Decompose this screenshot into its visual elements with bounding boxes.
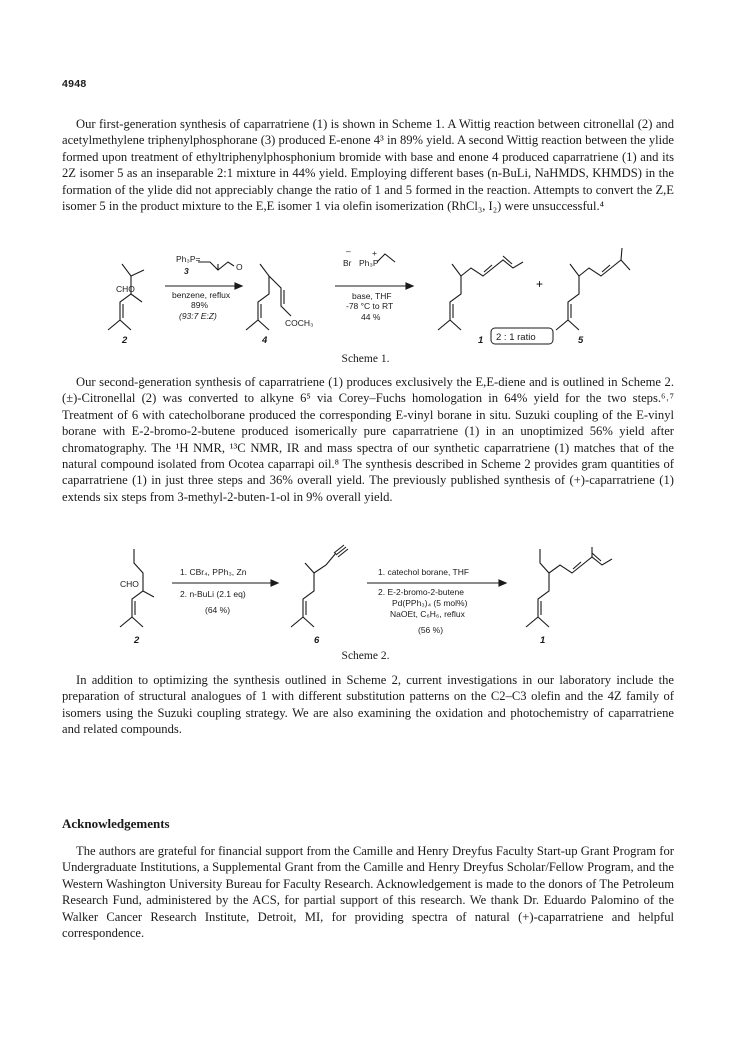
s2-yield-64: (64 %) xyxy=(205,605,231,615)
s1-coch3-label: COCH₃ xyxy=(285,318,314,328)
scheme1-caption: Scheme 1. xyxy=(341,353,390,365)
paragraph-scheme1-intro: Our first-generation synthesis of caparratriene (1) is shown in Scheme 1. A Wittig reaction between citronellal (2) and acetylmethylene triphenylphosphorane (3) produced E-enone 4³ in 89% yield. A second Wittig reaction between the ylide formed upon treatment of ethyltriphenylphosphonium bromide with base and enone 4 produced caparratriene (1) and its 2Z isomer 5 as an inseparable 2:1 mixture in 44% yield. Employing different bases (n-BuLi, NaHMDS, KHMDS) in the formation of the ylide did not appreciably change the ratio of 1 and 5 formed in the reaction. Attempts to convert the Z,E isomer 5 in the product mixture to the E,E isomer 1 via olefin isomerization (RhCl₃, I₂) were unsuccessful.⁴ xyxy=(62,117,674,214)
s1-yield-44: 44 % xyxy=(361,312,381,322)
s2-step1b: 2. n-BuLi (2.1 eq) xyxy=(180,589,246,599)
s1-reagent-number: 3 xyxy=(184,266,189,276)
s1-plus-charge: + xyxy=(372,248,377,258)
paragraph-scheme2-intro: Our second-generation synthesis of caparratriene (1) produces exclusively the E,E-diene and is outlined in Scheme 2. (±)-Citronellal (2) was converted to alkyne 6⁵ via Corey–Fuchs homologation in 64% yield for the two steps.⁶˒⁷ Treatment of 6 with catecholborane produced the corresponding E-vinyl borane in situ. Suzuki coupling of the E-vinyl borane with E-2-bromo-2-butene produced isomerically pure caparratriene (1) in an unoptimized 56% yield after chromatography. The ¹H NMR, ¹³C NMR, IR and mass spectra of our synthetic caparratriene (1) matches that of the natural compound isolated from Ocotea caparrapi oil.⁸ The synthesis described in Scheme 2 provides gram quantities of caparratriene (1) in just three steps and 36% overall yield. The previously published synthesis of (+)-caparratriene (1) extends six steps from 3-methyl-2-buten-1-ol in 9% overall yield. xyxy=(62,375,674,504)
s2-step2b: 2. E-2-bromo-2-butene xyxy=(378,587,464,597)
s1-cond-benzene: benzene, reflux xyxy=(172,290,231,300)
s1-reagent-ph3p: Ph₃P= xyxy=(176,254,201,264)
paragraph-future-work: In addition to optimizing the synthesis outlined in Scheme 2, current investigations in our laboratory include the preparation of structural analogues of 1 with different substitution patterns on the C2–C3 olefin and the 4Z family of isomers using the Suzuki coupling strategy. We are also examining the oxidation and photochemistry of caparratriene and related compounds. xyxy=(62,673,674,737)
s1-label-2: 2 xyxy=(122,335,128,346)
s2-step1a: 1. CBr₄, PPh₃, Zn xyxy=(180,567,247,577)
s2-step2a: 1. catechol borane, THF xyxy=(378,567,470,577)
s1-reagent-oxygen: O xyxy=(236,262,243,272)
s1-yield-89: 89% xyxy=(191,300,209,310)
s1-cond-temp: -78 °C to RT xyxy=(346,301,394,311)
paragraph-acknowledgements: The authors are grateful for financial support from the Camille and Henry Dreyfus Faculty Start-up Grant Program for Undergraduate Institutions, a Supplemental Grant from the Camille and Henry Dreyfus Scholar/Fellow Program, and the Western Washington University Bureau for Faculty Research. Acknowledgement is made to the donors of The Petroleum Research Fund, administered by the ACS, for partial support of this research. We thank Dr. Eduardo Palomino of the Walker Cancer Research Institute, Detroit, MI, for providing spectra of natural (+)-caparratriene and helpful correspondence. xyxy=(62,844,674,941)
s1-cond-base: base, THF xyxy=(352,291,392,301)
s2-label-6: 6 xyxy=(314,635,320,645)
s2-yield-56: (56 %) xyxy=(418,625,444,635)
scheme-2 xyxy=(0,535,731,645)
s1-plus: + xyxy=(536,277,544,291)
s2-step2d: NaOEt, C₆H₆, reflux xyxy=(390,609,465,619)
page-number: 4948 xyxy=(62,78,87,90)
s1-label-1: 1 xyxy=(478,335,484,346)
s2-label-1: 1 xyxy=(540,635,546,645)
acknowledgements-heading: Acknowledgements xyxy=(62,816,170,831)
scheme2-caption: Scheme 2. xyxy=(341,650,390,662)
s1-ph3p-label: Ph₃P xyxy=(359,258,379,268)
scheme-1 xyxy=(0,240,731,350)
s1-cho-label: CHO xyxy=(116,284,135,294)
s1-ratio-box: 2 : 1 ratio xyxy=(496,332,536,343)
s2-label-2: 2 xyxy=(134,635,140,645)
s1-ratio-ez: (93:7 E:Z) xyxy=(179,311,217,321)
s1-br-label: Br xyxy=(343,258,352,268)
s1-label-5: 5 xyxy=(578,335,584,346)
s2-step2c: Pd(PPh₃)₄ (5 mol%) xyxy=(392,598,468,608)
s1-label-4: 4 xyxy=(262,335,268,346)
s1-minus: – xyxy=(346,246,351,256)
s2-cho-label: CHO xyxy=(120,579,139,589)
